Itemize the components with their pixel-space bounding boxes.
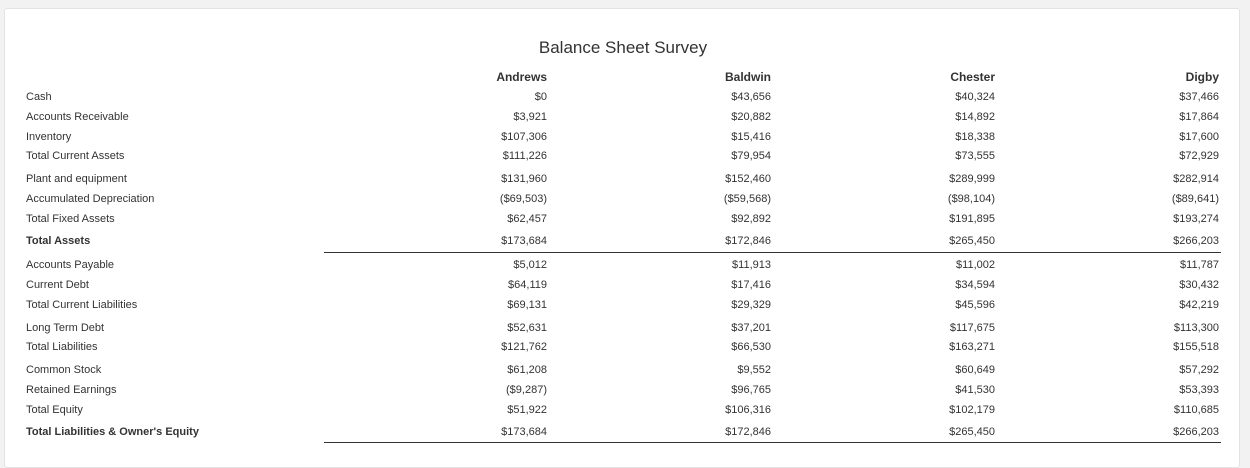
cell-value: $15,416: [731, 131, 771, 143]
cell-value: $172,846: [725, 235, 771, 247]
column-header-andrews: Andrews: [496, 70, 547, 84]
cell-value: $111,226: [502, 150, 547, 162]
cell-value: $289,999: [949, 173, 995, 185]
row-label: Total Assets: [26, 235, 91, 247]
table-row: [5, 404, 1241, 420]
cell-value: $52,631: [507, 322, 547, 334]
page-title: Balance Sheet Survey: [538, 38, 708, 57]
row-label: Cash: [26, 91, 52, 103]
cell-value: $34,594: [955, 279, 995, 291]
cell-value: $113,300: [1173, 322, 1219, 334]
cell-value: $17,864: [1179, 111, 1219, 123]
cell-value: $282,914: [1173, 173, 1219, 185]
table-row: [5, 322, 1241, 338]
cell-value: $265,450: [949, 426, 995, 438]
cell-value: $173,684: [501, 235, 547, 247]
table-row: [5, 91, 1241, 107]
cell-value: $191,895: [949, 213, 995, 225]
balance-sheet-panel: [4, 8, 1240, 468]
column-header-chester: Chester: [950, 70, 995, 84]
cell-value: $11,787: [1180, 259, 1219, 271]
cell-value: $57,292: [1179, 364, 1219, 376]
cell-value: $53,393: [1179, 384, 1219, 396]
table-row: [5, 111, 1241, 127]
column-header-baldwin: Baldwin: [724, 70, 771, 84]
cell-value: ($89,641): [1171, 193, 1219, 205]
cell-value: $3,921: [513, 111, 547, 123]
cell-value: $42,219: [1179, 299, 1219, 311]
row-label: Total Current Liabilities: [26, 299, 138, 311]
row-label: Common Stock: [26, 364, 102, 376]
cell-value: $106,316: [725, 404, 771, 416]
cell-value: $43,656: [731, 91, 771, 103]
cell-value: $41,530: [955, 384, 995, 396]
cell-value: $96,765: [731, 384, 771, 396]
cell-value: ($9,287): [506, 384, 547, 396]
row-label: Retained Earnings: [26, 384, 117, 396]
cell-value: $66,530: [731, 341, 771, 353]
row-label: Total Equity: [26, 404, 83, 416]
table-row: [5, 150, 1241, 166]
cell-value: ($69,503): [499, 193, 547, 205]
row-label: Plant and equipment: [26, 173, 127, 185]
cell-value: ($98,104): [947, 193, 995, 205]
table-row-total-assets: [5, 235, 1241, 251]
row-label: Current Debt: [26, 279, 89, 291]
cell-value: $92,892: [731, 213, 771, 225]
cell-value: $37,201: [731, 322, 771, 334]
divider-line: [324, 442, 1221, 443]
cell-value: $5,012: [513, 259, 547, 271]
table-row: [5, 131, 1241, 147]
table-row: [5, 173, 1241, 189]
row-label: Total Fixed Assets: [26, 213, 115, 225]
cell-value: $45,596: [955, 299, 995, 311]
row-label: Long Term Debt: [26, 322, 105, 334]
row-label: Accumulated Depreciation: [26, 193, 155, 205]
cell-value: $110,685: [1173, 404, 1219, 416]
cell-value: $107,306: [501, 131, 547, 143]
cell-value: $61,208: [507, 364, 547, 376]
cell-value: ($59,568): [723, 193, 771, 205]
cell-value: $73,555: [955, 150, 995, 162]
cell-value: $265,450: [949, 235, 995, 247]
cell-value: $11,002: [956, 259, 995, 271]
cell-value: $131,960: [501, 173, 547, 185]
table-row: [5, 279, 1241, 295]
cell-value: $163,271: [949, 341, 995, 353]
cell-value: $11,913: [732, 259, 771, 271]
cell-value: $37,466: [1179, 91, 1219, 103]
row-label: Total Liabilities: [26, 341, 98, 353]
cell-value: $266,203: [1173, 426, 1219, 438]
row-label: Total Current Assets: [26, 150, 125, 162]
table-row: [5, 364, 1241, 380]
table-row: [5, 193, 1241, 209]
cell-value: $18,338: [955, 131, 995, 143]
cell-value: $51,922: [507, 404, 547, 416]
cell-value: $9,552: [737, 364, 771, 376]
cell-value: $17,600: [1179, 131, 1219, 143]
cell-value: $40,324: [955, 91, 995, 103]
table-row: [5, 341, 1241, 357]
table-row: [5, 259, 1241, 275]
cell-value: $20,882: [731, 111, 771, 123]
table-row: [5, 384, 1241, 400]
divider-line: [324, 252, 1221, 253]
cell-value: $117,675: [949, 322, 995, 334]
cell-value: $69,131: [507, 299, 547, 311]
cell-value: $60,649: [955, 364, 995, 376]
row-label: Total Liabilities & Owner's Equity: [26, 426, 199, 438]
cell-value: $29,329: [731, 299, 771, 311]
cell-value: $30,432: [1179, 279, 1219, 291]
table-row: [5, 299, 1241, 315]
row-label: Accounts Receivable: [26, 111, 129, 123]
cell-value: $72,929: [1179, 150, 1219, 162]
cell-value: $152,460: [725, 173, 771, 185]
cell-value: $17,416: [731, 279, 771, 291]
cell-value: $102,179: [949, 404, 995, 416]
cell-value: $62,457: [507, 213, 547, 225]
cell-value: $172,846: [725, 426, 771, 438]
cell-value: $64,119: [508, 279, 547, 291]
row-label: Accounts Payable: [26, 259, 115, 271]
cell-value: $14,892: [955, 111, 995, 123]
column-header-digby: Digby: [1185, 70, 1219, 84]
row-label: Inventory: [26, 131, 72, 143]
cell-value: $173,684: [501, 426, 547, 438]
cell-value: $0: [534, 91, 547, 103]
cell-value: $155,518: [1173, 341, 1219, 353]
cell-value: $193,274: [1173, 213, 1219, 225]
table-row: [5, 213, 1241, 229]
cell-value: $79,954: [731, 150, 771, 162]
table-row-total-liabilities-equity: [5, 426, 1241, 442]
cell-value: $266,203: [1173, 235, 1219, 247]
cell-value: $121,762: [501, 341, 547, 353]
